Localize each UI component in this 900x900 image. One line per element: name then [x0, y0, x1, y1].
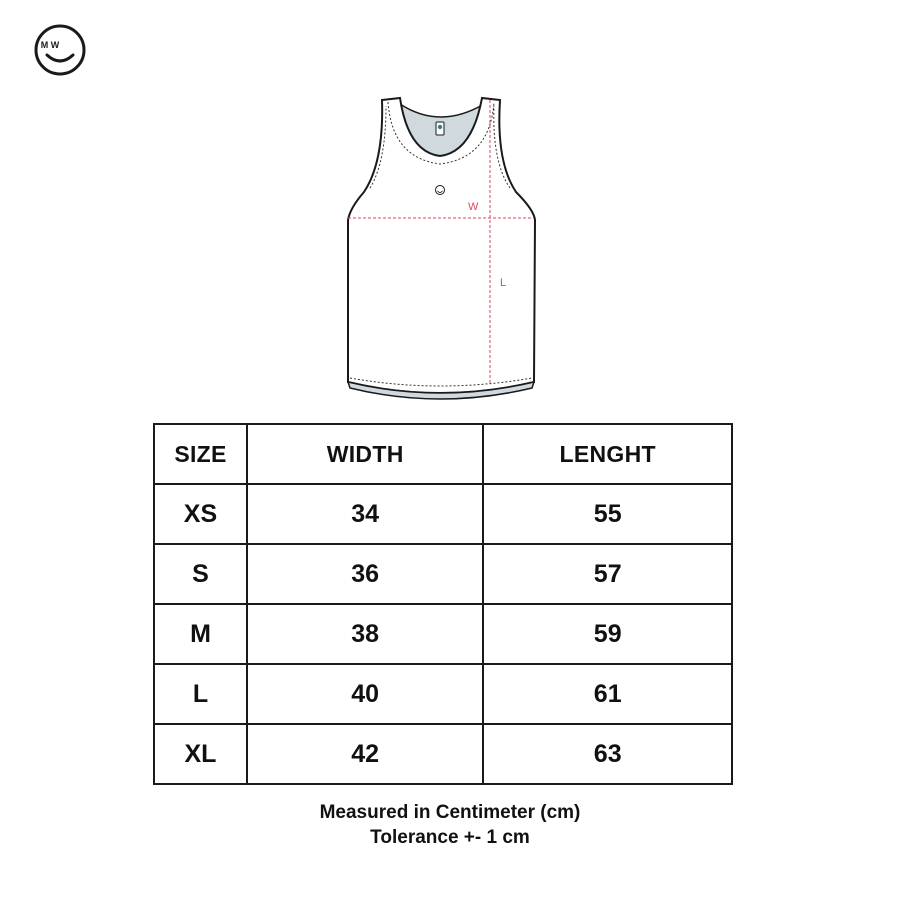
width-cell: 34 [247, 484, 483, 544]
size-cell: S [154, 544, 247, 604]
table-row [154, 604, 732, 664]
length-cell: 63 [483, 724, 732, 784]
length-cell: 55 [483, 484, 732, 544]
size-cell: L [154, 664, 247, 724]
length-cell: 59 [483, 604, 732, 664]
measurement-note [0, 800, 900, 850]
width-cell: 36 [247, 544, 483, 604]
length-cell: 61 [483, 664, 732, 724]
length-cell: 57 [483, 544, 732, 604]
tolerance-text: Tolerance +- 1 cm [370, 827, 530, 848]
width-cell: 42 [247, 724, 483, 784]
size-cell: M [154, 604, 247, 664]
header-size: SIZE [154, 424, 247, 484]
tank-top-icon [340, 92, 540, 407]
table-row [154, 724, 732, 784]
length-marker-label: L [500, 277, 507, 289]
size-chart-table [153, 423, 733, 785]
logo-letter-m: M W [40, 40, 60, 50]
table-row [154, 664, 732, 724]
smiley-mw-logo-icon [33, 23, 87, 77]
table-row [154, 484, 732, 544]
width-cell: 38 [247, 604, 483, 664]
header-length: LENGHT [483, 424, 732, 484]
table-row [154, 544, 732, 604]
width-cell: 40 [247, 664, 483, 724]
size-cell: XL [154, 724, 247, 784]
size-cell: XS [154, 484, 247, 544]
measurement-unit-text: Measured in Centimeter (cm) [319, 802, 581, 823]
table-header-row [154, 424, 732, 484]
width-marker-label: W [468, 201, 479, 213]
header-width: WIDTH [247, 424, 483, 484]
